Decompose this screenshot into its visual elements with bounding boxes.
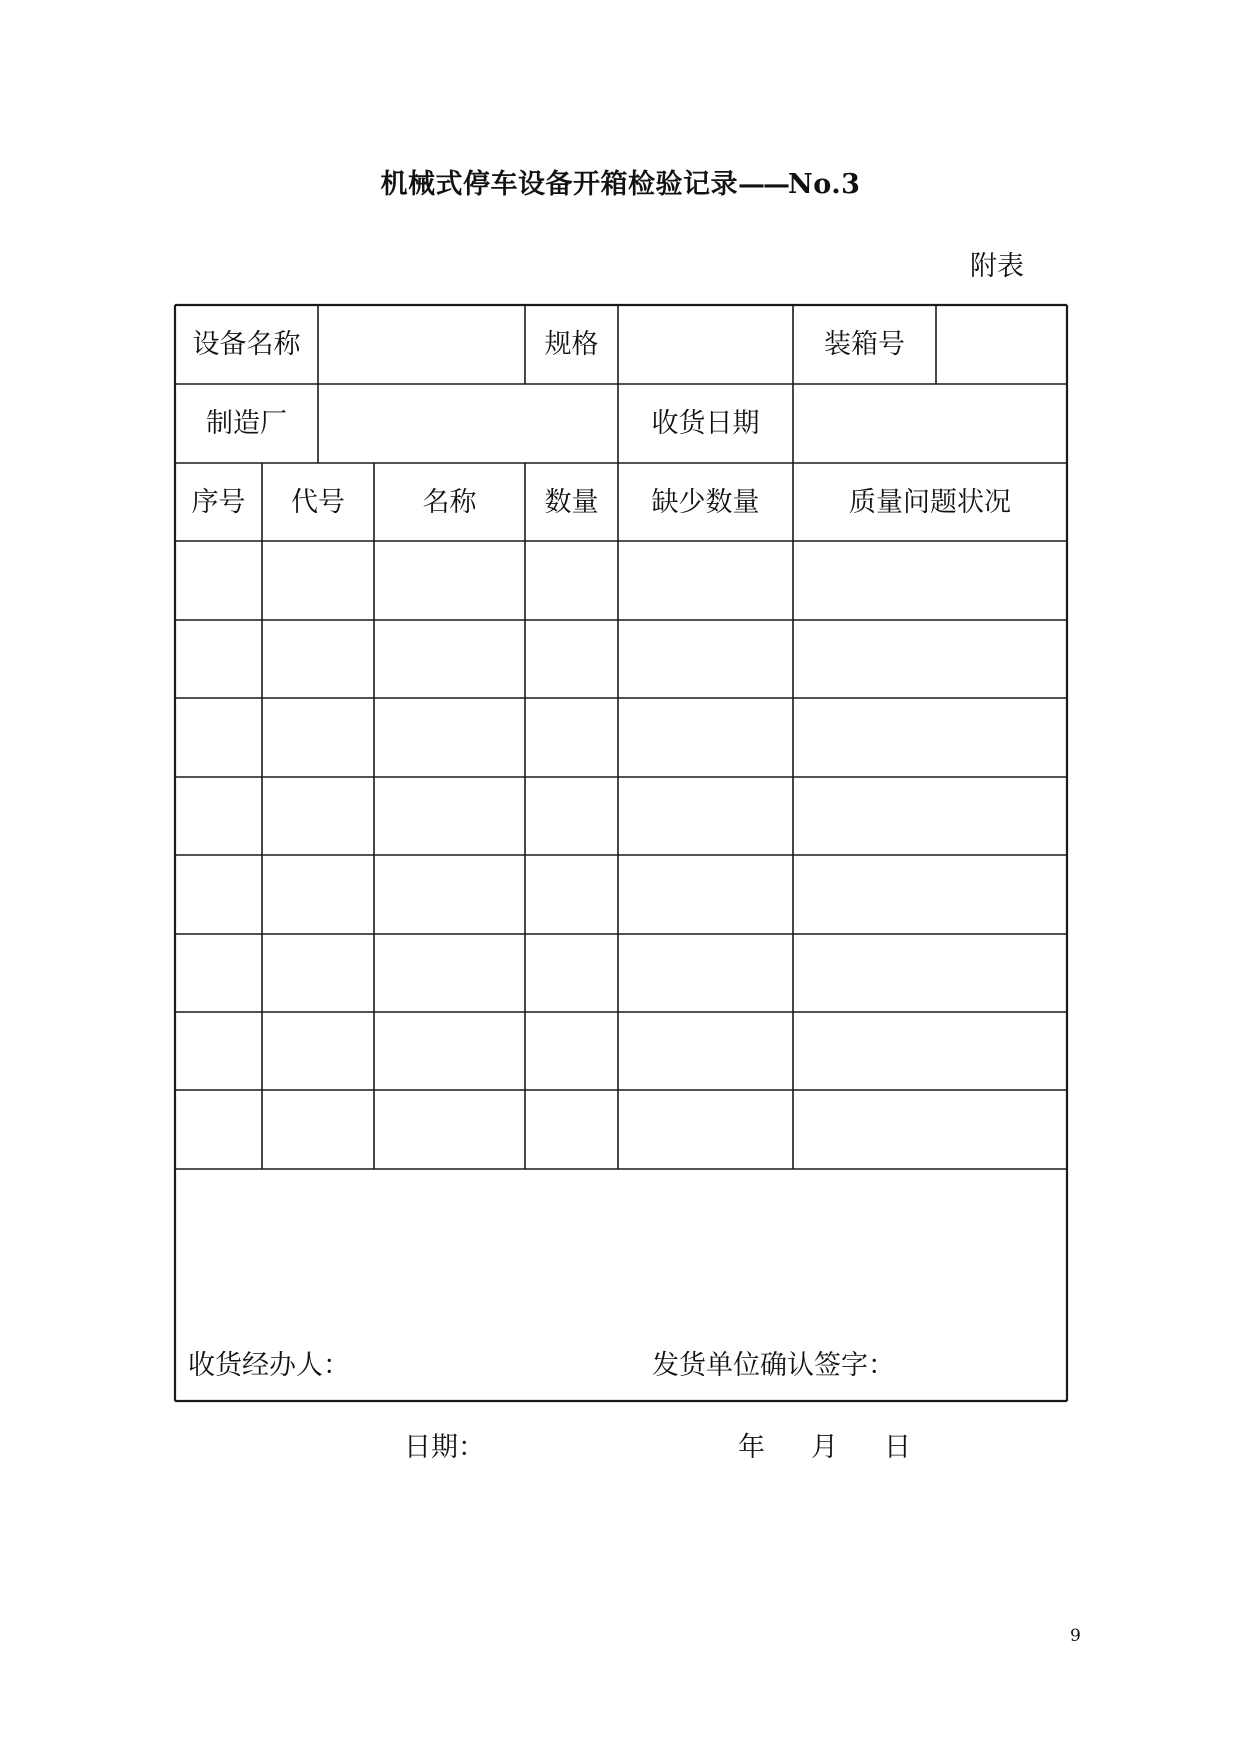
box-no-label: 装箱号: [824, 328, 905, 360]
shipper-sign-label: 发货单位确认签字：: [652, 1350, 895, 1381]
table-row[interactable]: [175, 541, 1067, 620]
table-row[interactable]: [175, 1012, 1067, 1090]
table-row[interactable]: [175, 698, 1067, 777]
title-text: 机械式停车设备开箱检验记录: [380, 169, 739, 200]
date-label: 日期：: [404, 1432, 485, 1463]
page-title: [0, 162, 1241, 201]
col-header-name: 名称: [422, 486, 477, 518]
year-label: 年: [738, 1432, 765, 1463]
table-row[interactable]: [175, 777, 1067, 855]
attachment-label: 附表: [970, 251, 1024, 282]
spec-field[interactable]: [618, 305, 793, 384]
manufacturer-label: 制造厂: [206, 407, 287, 439]
page-number: 9: [1070, 1626, 1081, 1646]
device-name-label: 设备名称: [192, 328, 301, 360]
title-separator: ——: [738, 169, 789, 200]
table-row[interactable]: [175, 1090, 1067, 1169]
col-header-missing-quantity: 缺少数量: [651, 486, 760, 518]
receive-date-label: 收货日期: [651, 407, 760, 439]
receive-date-field[interactable]: [793, 384, 1067, 463]
col-header-quality-issue: 质量问题状况: [849, 486, 1011, 518]
spec-label: 规格: [544, 328, 599, 360]
table-row[interactable]: [175, 934, 1067, 1012]
col-header-seq: 序号: [191, 486, 246, 518]
box-no-field[interactable]: [936, 305, 1067, 384]
title-suffix: No.3: [788, 169, 861, 200]
receiver-label: 收货经办人：: [188, 1350, 350, 1381]
table-row[interactable]: [175, 620, 1067, 698]
table-row[interactable]: [175, 855, 1067, 934]
day-label: 日: [884, 1432, 911, 1463]
col-header-code: 代号: [291, 486, 345, 518]
device-name-field[interactable]: [318, 305, 525, 384]
manufacturer-field[interactable]: [318, 384, 618, 463]
month-label: 月: [811, 1432, 838, 1463]
col-header-quantity: 数量: [544, 486, 599, 518]
